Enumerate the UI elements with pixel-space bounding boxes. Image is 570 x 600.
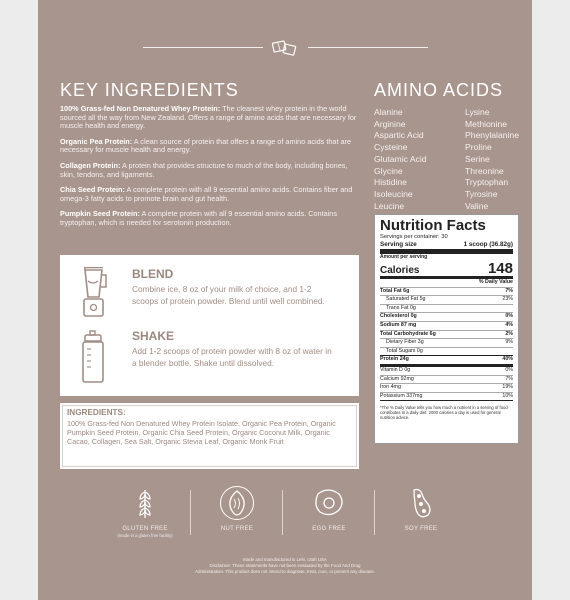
soybean-icon	[404, 486, 438, 520]
vitamin-row: Calcium 92mg 7%	[380, 376, 513, 385]
vitamin-row: Iron 4mg 19%	[380, 384, 513, 393]
nutrient-row: Dietary Fiber 3g 9%	[380, 339, 513, 348]
ornament-line-left	[143, 47, 263, 48]
shake-title: SHAKE	[132, 329, 175, 343]
nutrient-row: Saturated Fat 5g 23%	[380, 296, 513, 305]
amino-acid: Lysine	[465, 107, 490, 117]
key-ingredient-item: Collagen Protein: A protein that provides structure to much of the body, including bones, skin, tendons, and ligaments.	[60, 160, 348, 179]
amino-acid: Alanine	[374, 107, 403, 117]
gluten-free-label: GLUTEN FREE	[122, 526, 168, 532]
gluten-free-badge	[100, 483, 190, 538]
vitamin-row: Vitamin D 0g 0%	[380, 367, 513, 376]
allergen-badges	[38, 483, 532, 553]
soy-free-badge	[376, 483, 466, 532]
nutrient-row: Trans Fat 0g	[380, 305, 513, 314]
amino-acid: Tyrosine	[465, 188, 498, 199]
gluten-free-sublabel: (made in a gluten free facility)	[117, 533, 173, 538]
ingredients-box	[60, 403, 359, 469]
protein-row: Protein 24g 40%	[380, 356, 513, 367]
key-ingredients-list	[60, 105, 360, 235]
amino-acid: Serine	[465, 153, 490, 164]
nutrient-row: Total Carbohydrate 6g 2%	[380, 331, 513, 340]
amino-acid: Methionine	[465, 118, 508, 129]
key-ingredient-item: Chia Seed Protein: A complete protein with all 9 essential amino acids. Contains fiber and omega-3 fatty acids to promote brain and gut health.	[60, 185, 353, 203]
amino-acids-title: AMINO ACIDS	[374, 80, 504, 100]
badge-divider	[374, 490, 375, 535]
blender-icon	[78, 267, 108, 319]
shaker-bottle-icon	[78, 329, 108, 385]
servings-per-container: Servings per container: 30	[380, 234, 448, 240]
egg-free-label: EGG FREE	[312, 526, 346, 532]
amino-acid: Cysteine	[374, 142, 408, 153]
instructions-box	[60, 255, 359, 396]
disclaimer-line: Disclaimer: These statements have not been evaluated by the Food And Drug	[209, 563, 361, 569]
nutrient-row: Cholesterol 0g 0%	[380, 313, 513, 322]
serving-size-row: Serving size 1 scoop (36.82g)	[380, 241, 513, 254]
amino-acid: Phenylalanine	[465, 130, 519, 141]
amino-acid: Histidine	[374, 177, 407, 188]
key-ingredient-item: Organic Pea Protein: A clean source of protein that offers a range of amino acids that are necessary for muscle health and energy.	[60, 136, 352, 155]
egg-free-badge	[284, 483, 374, 532]
key-ingredient-item: Pumpkin Seed Protein: A complete protein with all 9 essential amino acids. Contains tryptophan, which is needed for serotonin production.	[60, 209, 337, 227]
blend-text: Combine ice, 8 oz of your milk of choice, and 1-2 scoops of protein powder. Blend until well combined.	[132, 284, 325, 306]
calories-row: Calories 148	[380, 260, 513, 277]
disclaimer	[128, 557, 442, 576]
wheat-icon	[128, 486, 162, 520]
manufacture-note: Made and manufactured in Lehi, Utah USA	[243, 557, 327, 562]
almond-icon	[220, 486, 254, 520]
vitamin-row: Potassium 337mg 10%	[380, 393, 513, 402]
nutrient-row: Total Sugars 0g	[380, 348, 513, 357]
amino-acid: Arginine	[374, 118, 406, 129]
amino-acid: Threonine	[465, 165, 504, 176]
amino-acids-column-1	[374, 107, 427, 212]
key-ingredient-item: 100% Grass-fed Non Denatured Whey Protein: The cleanest whey protein in the world sourced all the way from New Zealand. Offers a range of amino acids that are necessary for muscle health and energy.	[60, 104, 357, 131]
egg-icon	[312, 486, 346, 520]
product-back-panel	[38, 0, 532, 600]
badge-divider	[190, 490, 191, 535]
ingredients-text: 100% Grass-fed Non Denatured Whey Protein Isolate, Organic Pea Protein, Organic Pumpkin Seed Protein, Organic Chia Seed Protein, Organic Coconut Milk, Organic Cacao, Collagen, Sea Salt, Organic Stevia Leaf, Organic Monk Fruit	[67, 419, 336, 447]
top-ornament	[143, 36, 428, 60]
amino-acid: Glycine	[374, 165, 403, 176]
nutrient-row: Sodium 87 mg 4%	[380, 322, 513, 331]
amount-per-serving: Amount per serving	[380, 254, 428, 260]
amino-acid: Proline	[465, 142, 492, 153]
daily-value-header: % Daily Value	[380, 279, 513, 288]
ornament-line-right	[308, 47, 428, 48]
nutrition-facts-title: Nutrition Facts	[380, 217, 486, 234]
amino-acid: Tryptophan	[465, 177, 509, 188]
nutrition-facts-panel	[374, 214, 519, 444]
amino-acid: Valine	[465, 200, 489, 211]
chocolate-pieces-icon	[269, 36, 303, 60]
key-ingredients-title: KEY INGREDIENTS	[60, 80, 239, 100]
soy-free-label: SOY FREE	[404, 526, 438, 532]
amino-acid: Aspartic Acid	[374, 130, 424, 141]
shake-text: Add 1-2 scoops of protein powder with 8 oz of water in a blender bottle. Shake until dissolved.	[132, 346, 332, 368]
blend-title: BLEND	[132, 267, 174, 281]
nutrition-footnote: *The % Daily Value tells you how much a nutrient in a serving of food contributes to a daily diet. 2000 calories a day is used for general nutrition advice.	[380, 405, 508, 421]
badge-divider	[282, 490, 283, 535]
nut-free-label: NUT FREE	[220, 526, 254, 532]
amino-acids-column-2	[465, 107, 519, 212]
ingredients-label: INGREDIENTS:	[67, 408, 126, 417]
amino-acid: Isoleucine	[374, 188, 413, 199]
nutrient-row: Total Fat 6g 7%	[380, 288, 513, 297]
amino-acid: Glutamic Acid	[374, 153, 427, 164]
disclaimer-line: Administration. This product does not intend to diagnose, treat, cure, or prevent any disease.	[195, 569, 375, 575]
amino-acid: Leucine	[374, 200, 405, 211]
nut-free-badge	[192, 483, 282, 532]
